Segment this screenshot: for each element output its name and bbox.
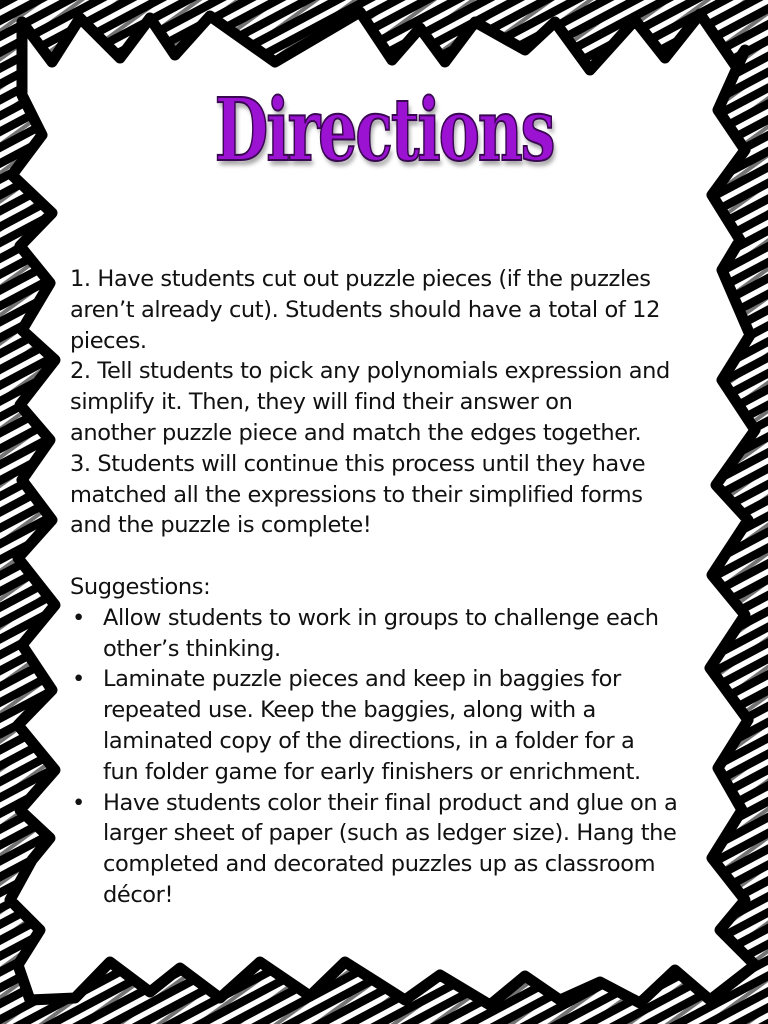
step-1-line-3: pieces. [70, 327, 147, 354]
suggestion-2-line-2: repeated use. Keep the baggies, along with a [103, 697, 596, 724]
step-2-line-2: simplify it. Then, they will find their answer on [70, 389, 573, 416]
suggestion-item-1 [70, 603, 710, 665]
step-2 [70, 356, 710, 448]
bullet-icon: • [72, 666, 85, 693]
suggestion-3-line-4: décor! [103, 881, 174, 908]
suggestion-3-line-2: larger sheet of paper (such as ledger size). Hang the [103, 820, 677, 847]
directions-content [70, 264, 710, 911]
suggestions-list [70, 603, 710, 911]
step-1-line-1: 1. Have students cut out puzzle pieces (if the puzzles [70, 266, 651, 292]
step-1-line-2: aren’t already cut). Students should have a total of 12 [70, 296, 660, 323]
step-1 [70, 264, 710, 356]
suggestion-1-line-2: other’s thinking. [103, 635, 281, 662]
step-2-line-3: another puzzle piece and match the edges together. [70, 419, 642, 446]
suggestion-item-2 [70, 664, 710, 787]
suggestion-1-line-1: Allow students to work in groups to challenge each [103, 604, 659, 631]
suggestion-2-line-3: laminated copy of the directions, in a folder for a [103, 727, 635, 754]
suggestion-item-3 [70, 788, 710, 911]
step-3 [70, 449, 710, 541]
step-3-line-3: and the puzzle is complete! [70, 512, 372, 539]
bullet-icon: • [72, 789, 85, 816]
suggestions-heading: Suggestions: [70, 573, 211, 600]
step-3-line-1: 3. Students will continue this process until they have [70, 450, 646, 477]
page-title: Directions [214, 80, 554, 181]
suggestion-2-line-4: fun folder game for early finishers or enrichment. [103, 758, 641, 785]
steps-list [70, 264, 710, 541]
suggestion-3-line-3: completed and decorated puzzles up as classroom [103, 851, 656, 878]
bullet-icon: • [72, 604, 85, 631]
section-spacer [70, 541, 710, 572]
step-3-line-2: matched all the expressions to their simplified forms [70, 481, 643, 508]
step-2-line-1: 2. Tell students to pick any polynomials expression and [70, 358, 670, 385]
suggestion-2-line-1: Laminate puzzle pieces and keep in baggies for [103, 666, 621, 693]
suggestion-3-line-1: Have students color their final product and glue on a [103, 789, 678, 816]
